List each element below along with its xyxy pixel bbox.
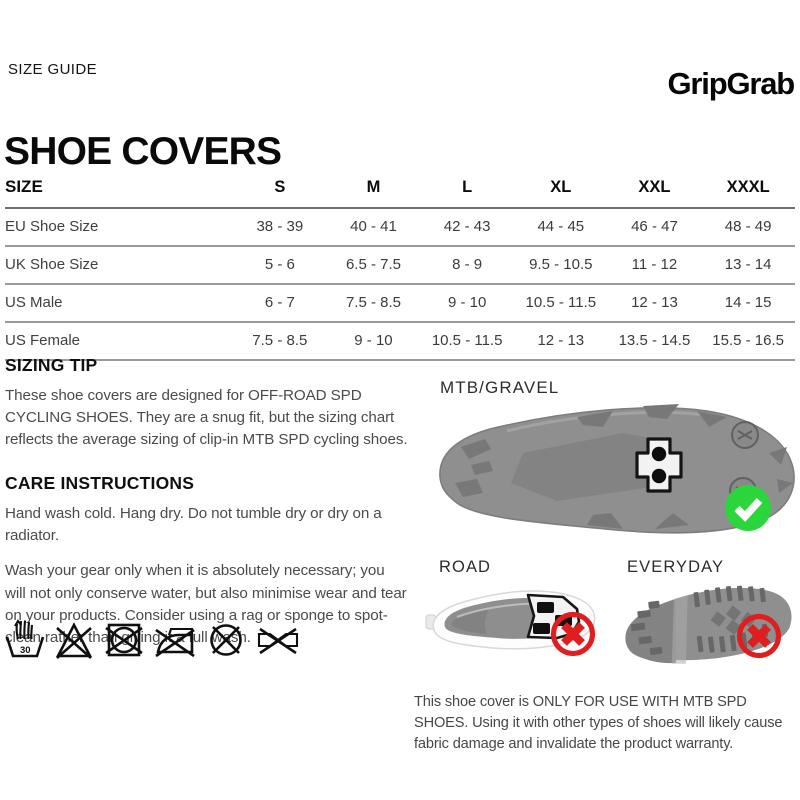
care-symbols-row [3, 616, 301, 660]
size-cell: 46 - 47 [608, 208, 702, 246]
size-cell: 40 - 41 [327, 208, 421, 246]
size-cell: 6.5 - 7.5 [327, 246, 421, 284]
size-table [5, 170, 795, 361]
column-header-m: M [327, 170, 421, 208]
road-cross-icon [550, 611, 596, 662]
table-row-eu [5, 208, 795, 246]
page-title: SHOE COVERS [4, 130, 282, 174]
column-header-size: SIZE [5, 170, 233, 208]
everyday-label: EVERYDAY [627, 558, 725, 576]
gripgrab-logo: GripGrab [667, 66, 794, 101]
column-header-xl: XL [514, 170, 608, 208]
hand-wash-30-icon [3, 616, 45, 660]
row-label: UK Shoe Size [5, 246, 233, 284]
row-label: US Male [5, 284, 233, 322]
sizing-tip-heading: SIZING TIP [5, 355, 98, 375]
disclaimer-text: This shoe cover is ONLY FOR USE WITH MTB SPD SHOES. Using it with other types of shoes will likely cause fabric damage and invalidate the product warranty. [414, 693, 783, 753]
column-header-xxl: XXL [608, 170, 702, 208]
size-cell: 12 - 13 [608, 284, 702, 322]
table-row-uk [5, 246, 795, 284]
mtb-gravel-label: MTB/GRAVEL [440, 378, 560, 397]
size-cell: 10.5 - 11.5 [420, 322, 514, 360]
care-heading: CARE INSTRUCTIONS [5, 473, 195, 493]
table-row-us-male [5, 284, 795, 322]
size-cell: 14 - 15 [701, 284, 795, 322]
size-cell: 9 - 10 [327, 322, 421, 360]
size-cell: 8 - 9 [420, 246, 514, 284]
page-eyebrow: SIZE GUIDE [8, 61, 98, 78]
column-header-l: L [420, 170, 514, 208]
size-cell: 5 - 6 [233, 246, 327, 284]
road-label: ROAD [439, 558, 492, 576]
do-not-dry-clean-icon [205, 616, 247, 660]
check-icon [724, 484, 772, 537]
size-cell: 11 - 12 [608, 246, 702, 284]
size-cell: 13.5 - 14.5 [608, 322, 702, 360]
size-cell: 13 - 14 [701, 246, 795, 284]
care-text-1: Hand wash cold. Hang dry. Do not tumble dry or dry on a radiator. [5, 505, 382, 545]
care-text-2: Wash your gear only when it is absolutely necessary; you will not only conserve water, but also minimise wear and tear on your products. Consider using a rag or sponge to spot-clean rather than giving it a full wash. [5, 562, 407, 646]
do-not-wring-icon [255, 616, 301, 660]
sizing-tip-text: These shoe covers are designed for OFF-ROAD SPD CYCLING SHOES. They are a snug fit, but the sizing chart reflects the average sizing of clip-in MTB SPD cycling shoes. [5, 387, 408, 449]
everyday-cross-icon [736, 613, 782, 664]
size-cell: 15.5 - 16.5 [701, 322, 795, 360]
column-header-s: S [233, 170, 327, 208]
size-cell: 12 - 13 [514, 322, 608, 360]
size-cell: 7.5 - 8.5 [233, 322, 327, 360]
column-header-xxxl: XXXL [701, 170, 795, 208]
size-cell: 48 - 49 [701, 208, 795, 246]
row-label: US Female [5, 322, 233, 360]
size-cell: 9.5 - 10.5 [514, 246, 608, 284]
sizing-tip-section [5, 355, 409, 452]
size-cell: 42 - 43 [420, 208, 514, 246]
do-not-iron-icon [153, 616, 197, 660]
svg-text:30: 30 [20, 645, 31, 656]
do-not-tumble-dry-icon [103, 616, 145, 660]
size-cell: 10.5 - 11.5 [514, 284, 608, 322]
row-label: EU Shoe Size [5, 208, 233, 246]
do-not-bleach-icon [53, 616, 95, 660]
size-table-header-row [5, 170, 795, 208]
size-cell: 38 - 39 [233, 208, 327, 246]
size-cell: 7.5 - 8.5 [327, 284, 421, 322]
size-cell: 6 - 7 [233, 284, 327, 322]
size-cell: 9 - 10 [420, 284, 514, 322]
size-cell: 44 - 45 [514, 208, 608, 246]
